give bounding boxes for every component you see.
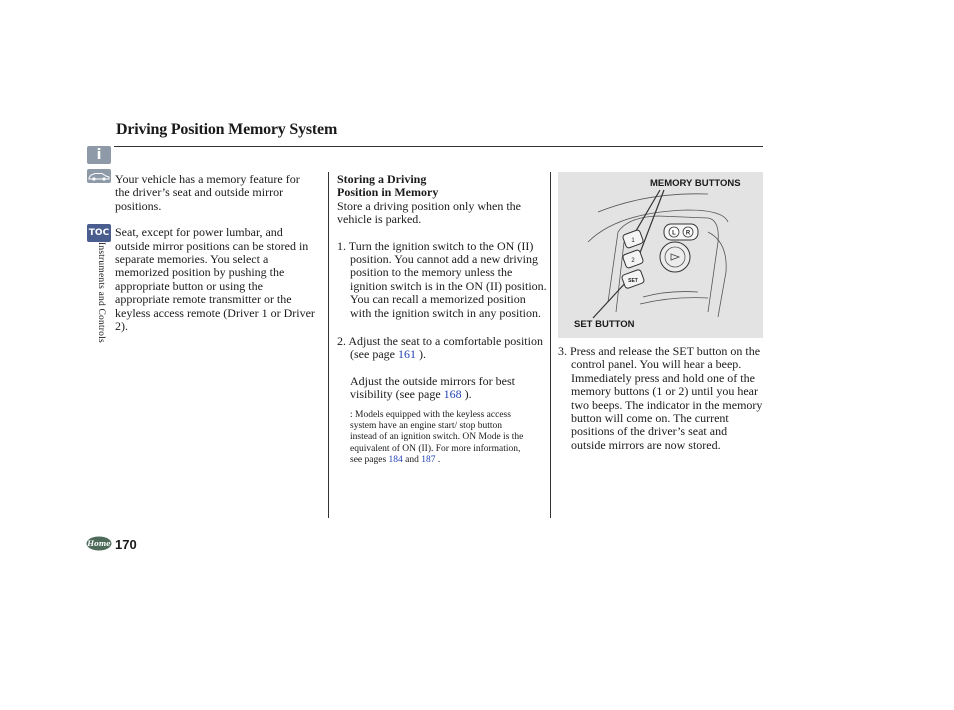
- memory-button-1-label: 1: [631, 238, 635, 244]
- intro-column: [115, 173, 315, 333]
- mirror-selector: [660, 224, 698, 272]
- memory-buttons-label: MEMORY BUTTONS: [650, 178, 741, 189]
- page-link-168[interactable]: 168: [443, 387, 462, 402]
- home-icon: [86, 536, 112, 551]
- page-link-184[interactable]: 184: [388, 454, 403, 465]
- step-2-mirrors-end: ).: [461, 387, 472, 402]
- section-title: Driving Position Memory System: [116, 121, 338, 138]
- home-button[interactable]: [86, 536, 112, 551]
- door-panel-illustration: [558, 172, 763, 338]
- storing-heading-line2: Position in Memory: [337, 185, 439, 200]
- memory-paragraph: Seat, except for power lumbar, and outside mirror positions can be stored in separate memories. You select a memorized position by pushing the appropriate button or using the appropriate remote transmitter or the keyless access remote (Driver 1 or Driver 2).: [115, 225, 315, 334]
- intro-paragraph: Your vehicle has a memory feature for the driver’s seat and outside mirror positions.: [115, 172, 300, 213]
- step-2-mirrors: [337, 375, 549, 402]
- step-2-text: 2. Adjust the seat to a comfortable position (see page: [337, 334, 543, 362]
- set-button-glyph-label: SET: [628, 278, 638, 284]
- set-button-label: SET BUTTON: [574, 319, 635, 330]
- memory-button-cluster: [621, 229, 645, 289]
- step-1: 1. Turn the ignition switch to the ON (II) position. You cannot add a new driving position to the memory unless the ignition switch is in the ON (II) position. You can recall a memorized position with the ignition switch in any position.: [337, 238, 547, 320]
- car-icon[interactable]: [87, 169, 111, 183]
- step-2-end: ).: [415, 347, 426, 362]
- car-glyph: [88, 171, 110, 181]
- step-2-mirrors-text: Adjust the outside mirrors for best visibility (see page: [350, 373, 515, 402]
- storing-intro: Store a driving position only when the vehicle is parked.: [337, 198, 521, 227]
- ignition-note-end: .: [435, 454, 441, 465]
- toc-button[interactable]: [87, 224, 111, 242]
- set-column: [558, 345, 764, 452]
- page-number: 170: [115, 537, 137, 552]
- home-label: Home: [87, 539, 111, 548]
- toc-label: TOC: [88, 228, 110, 238]
- mirror-l-label: L: [672, 230, 676, 237]
- ignition-note-text: : Models equipped with the keyless access system have an engine start/ stop button instead of an ignition switch. ON Mode is the equivalent of ON (II). For more information, see pages: [350, 409, 524, 465]
- info-icon-glyph: i: [96, 147, 102, 163]
- memory-button-2-label: 2: [631, 258, 635, 264]
- storing-column: [337, 173, 549, 466]
- ignition-note-and: and: [402, 454, 422, 465]
- page-link-161[interactable]: 161: [397, 347, 416, 362]
- step-3: 3. Press and release the SET button on the control panel. You will hear a beep. Immediately press and hold one of the memory buttons (1 or 2) until you hear two beeps. The indicator in the memory button will come on. The current positions of the driver’s seat and outside mirrors are now stored.: [558, 344, 763, 452]
- page-link-187[interactable]: 187: [421, 454, 436, 465]
- info-icon[interactable]: [87, 146, 111, 164]
- step-2: [337, 335, 549, 362]
- mirror-r-label: R: [685, 230, 691, 237]
- ignition-note: [337, 410, 549, 466]
- chapter-label: Instruments and Controls: [96, 242, 106, 343]
- column-divider-1: [328, 172, 329, 518]
- storing-heading-line1: Storing a Driving: [337, 172, 427, 186]
- column-divider-2: [550, 172, 551, 518]
- memory-buttons-figure: [558, 172, 763, 338]
- title-rule: [114, 146, 763, 147]
